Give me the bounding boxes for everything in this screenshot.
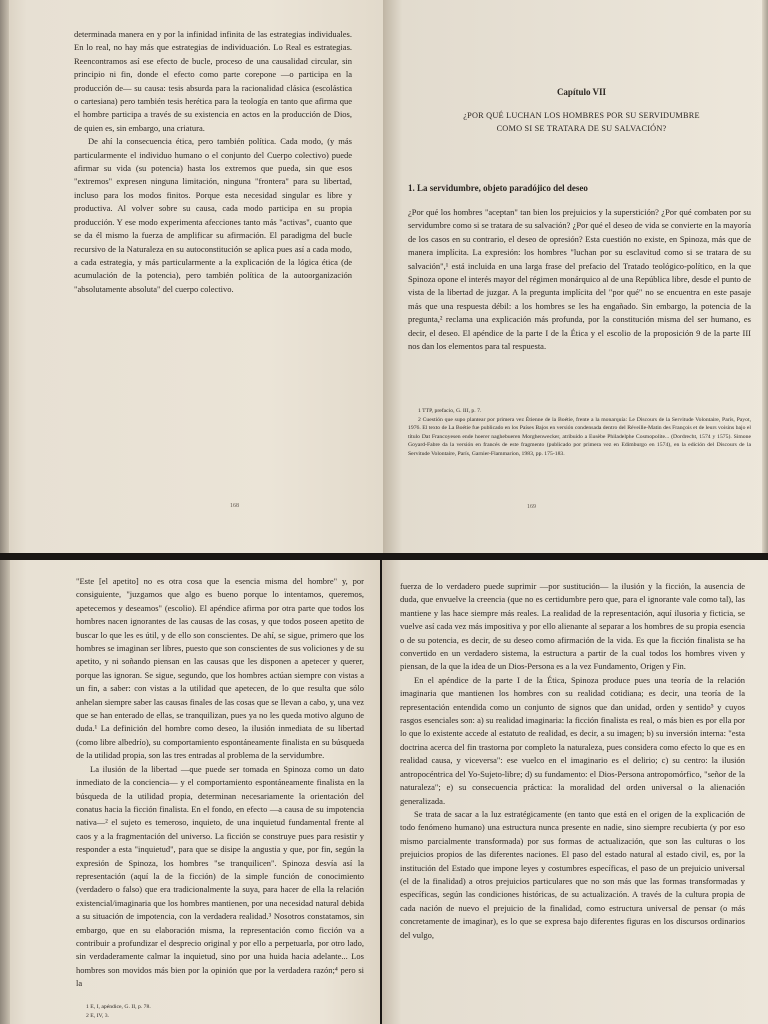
section-number: 1. [408,183,415,193]
book-page-top-left [0,0,383,553]
section-title: La servidumbre, objeto paradójico del deseo [417,183,588,193]
body-text [400,580,745,942]
chapter-title-line: COMO SI SE TRATARA DE SU SALVACIÓN? [496,123,667,133]
body-text [74,28,352,296]
paragraph: Se trata de sacar a la luz estratégicamente (en tanto que está en el origen de la explicación de todo fenómeno humano) una estructura nunca presente en nadie, sino siempre recubierta (y por eso mismo parcialmente transformada) por sus formas de actualización, que son las culturas o los prejuicios propios de las diferentes naciones. El paso del estado natural al estado civil, es, por la institución del Estado que impone leyes y costumbres específicas, el paso de un prejuicio universal (el de la finalidad) a otros prejuicios particulares que no son más que las formas transformadas y específicas, según las condiciones históricas, de su actualización. A través de la cultura propia de cada nación de nuevo el prejuicio de la finalidad, como estructura universal de pensar (o más concretamente de imaginar), es lo que se expresa bajo diferentes figuras en los discursos ordinarios del vulgo, [400,808,745,940]
paragraph: La ilusión de la libertad —que puede ser tomada en Spinoza como un dato inmediato de la conciencia— y el comportamiento espontáneamente finalista en la búsqueda de la utilidad propia, determinan necesariamente la orientación del conatus hacia la ficción finalista. En el fondo, en efecto —a causa de su impotencia nativa—² el sujeto es temeroso, inquieto, de una inquietud fundamental frente al caos y a la fragmentación del universo. La ficción se construye pues para resistir y responder a esta "inquietud", para que se disipe la angustia y que, por fin, según la expresión de Spinoza, los hombres "se tranquilicen". Spinoza desvía así la representación (aquí la de la ficción) de la simple función de conocimiento (verdadero o falso) que era tradicionalmente la suya, para hacer de ella la relación existencial/imaginaria que los hombres mantienen, por una necesidad natural debida a su situación de impotencia, con la verdadera realidad.³ Nosotros constatamos, sin embargo, que en su elaboración misma, la representación como ficción va a contribuir a profundizar el desprecio original y por ello a perpetuarla, por otro lado, sin verdaderamente calmar la inquietud, sino por una huida hacia adelante... Los hombres son movidos más bien por la opinión que por la verdadera razón;⁴ pero si la [76,763,364,989]
footnotes [408,407,751,459]
footnote: 2 Cuestión que supo plantear por primera vez Étienne de la Boétie, frente a la monarquía: Le Discours de la Servitude Volontaire, París, Payot, 1976. El texto de La Boétie fue publicado en los Países Bajos en versión condensada dentro del Réveille-Matin des François et de leurs voisins bajo el título Dat Francoyesen ende hoerer naghebueren Morghenwecker, atribuido a Eusèbe Philadelphe Cosmopolite... (Dordrecht, 1574 y 1575). Simone Goyard-Fabre da la versión en francés de este fragmento (publicado por primera vez en Edimburgo en 1574), en la edición del Discours de la Servitude Volontaire, París, Garnier-Flammarion, 1983, pp. 175-183. [408,416,751,457]
body-text [408,206,751,353]
chapter-label: Capítulo VII [556,87,607,97]
footnote: 2 E, IV, 3. [86,1012,109,1019]
page-number: 168 [230,503,239,509]
page-stack-edge [762,0,768,553]
footnote: 1 E, I, apéndice, G. II, p. 78. [86,1004,151,1010]
paragraph: En el apéndice de la parte I de la Ética, Spinoza produce pues una teoría de la relación imaginaria que mantienen los hombres con su realidad cotidiana; es decir, una teoría de la representación entendida como un conjunto de signos que dan unidad, orden y sentido⁵ y cuyos rasgos esenciales son: a) su realidad imaginaria: la ficción finalista es real, o más bien es por ella por lo que lo existente accede al estatuto de realidad, es decir, a su imagen; b) su inversión interna: "esta doctrina acerca del fin trastorna por completo la naturaleza, pues considera como efecto lo que es en realidad causa, y viceversa": ese vuelco en el imaginario es el delirio; c) su centro: la ilusión antropocéntrica del Yo-Sujeto-libre; d) su fundamento: el Dios-Persona antropomórfico, "señor de la naturaleza"; e) su consecuencia práctica: la moralidad del orden universal o la alienación generalizada. [400,674,745,806]
footnote: 1 TTP, prefacio, G. III, p. 7. [418,408,482,414]
chapter-title [405,110,758,135]
footnotes [76,1003,364,1020]
chapter-title-line: ¿POR QUÉ LUCHAN LOS HOMBRES POR SU SERVIDUMBRE [463,111,700,120]
paragraph: determinada manera en y por la infinidad infinita de las estrategias individuales. En lo real, no hay más que estrategias de individuación. Lo Real es estrategias. Reencontramos así ese efecto de bucle, proceso de una causalidad circular, sin principio ni fin, donde el efecto como parte corepone —o participa en la producción de— su causa: tesis absurda para la racionalidad clásica (escolástica o cartesiana) pero también tesis herética para la teología en tanto que afirma que el hombre participa a través de su existencia en actos en la producción de Dios, de quien es, sin embargo, una criatura. [74,29,352,133]
paragraph: ¿Por qué los hombres "aceptan" tan bien los prejuicios y la superstición? ¿Por qué combaten por su servidumbre como si se tratara de su salvación? ¿Por qué el deseo de vida se convierte en la mayoría de los casos en su contrario, el deseo de opresión? Esta cuestión no existe, en Spinoza, más que de manera implícita. La expresión: los hombres "luchan por su esclavitud como si se tratara de su salvación",¹ está incluida en una larga frase del prefacio del Tratado teológico-político, en la que Spinoza opone el interés mayor del régimen monárquico al de una República libre, desde el punto de vista de la libertad de juzgar. A la pregunta implícita del "por qué" no se encuentra en este pasaje más que una respuesta débil: a los hombres se les ha engañado. Sin embargo, la potencia de la pregunta,² reclama una explicación más profunda, por la constitución misma del ser humano, es decir, el deseo. El apéndice de la parte I de la Ética y el escolio de la proposición 9 de la parte III nos dan los elementos para tal respuesta. [408,207,751,352]
paragraph: fuerza de lo verdadero puede suprimir —por sustitución— la ilusión y la ficción, la ausencia de duda, que envuelve la creencia (que no es certidumbre pero que, para el ignorante vale como tal), las mantiene y las hace siempre más reales. La realidad de la representación, aquí ilusoria y ficticia, se vuelve así cada vez más impositiva y por ello alienante al separar a los hombres de su propia esencia o de su potencia, es decir, de su deseo como afirmación de la vida. Es que la ficción finalista se ha convertido en un verdadero sistema, la estructura a partir de la cual todos los hombres viven y piensan, de la que la idea de un Dios-Persona es a la vez Fundamento, Origen y Fin. [400,581,745,672]
paragraph: "Este [el apetito] no es otra cosa que la esencia misma del hombre" y, por consiguiente, "juzgamos que algo es bueno porque lo intentamos, queremos, apetecemos y deseamos" (escolio). El apéndice afirma por otra parte que todos los hombres nacen ignorantes de las causas de las cosas, y que todos poseen apetito de buscar lo que les es útil, y de ello son conscientes. De ahí, se sigue, primero que los hombres se imaginan ser libres, puesto que son conscientes de sus voliciones y de su apetito, y ni soñando piensan en las causas que les disponen a apetecer y querer, porque las ignoran. Se sigue, segundo, que los hombres actúan siempre con vistas a un fin, a saber: con vistas a la utilidad que apetecen, de lo que resulta que sólo anhelan siempre saber las causas finales de las cosas que se llevan a cabo, y, una vez que se han enterado de ellas, se tranquilizan, pues ya no les queda motivo alguno de duda.¹ La definición del hombre como deseo, la ilusión inmediata de su libertad (como libre albedrío), su comportamiento espontáneamente finalista en su búsqueda de la utilidad propia, son las tres entradas al problema de la servidumbre. [76,576,364,761]
section-heading [408,183,588,193]
paragraph: De ahí la consecuencia ética, pero también política. Cada modo, (y más particularmente el individuo humano o el conjunto del Cuerpo colectivo) puede afirmar su vida (su potencia) hasta los extremos que pueda, sin que esos "extremos" expresen ninguna limitación, ninguna "frontera" para su libertad, incluso para los modos finitos. Porque esta necesidad singular es libre y productiva. Al volver sobre su causa, cada modo participa en su propia producción. Y ese modo experimenta afecciones tanto más "activas", cuanto que se da él mismo la fuerza de amplificar su afirmación. El paradigma del bucle recursivo de la Naturaleza en su autoconstitución se aplica pues así a cada modo, a cada estrategia, y más particularmente a la explicación de la lógica ética (de acumulación de la potencia), pero también política de la autoorganización "absolutamente absoluta" del cuerpo colectivo. [74,136,352,294]
page-stack-edge [0,0,9,553]
book-page-top-right [383,0,768,553]
page-stack-edge [0,560,10,1024]
book-page-bottom-left [0,560,380,1024]
page-number: 169 [527,504,536,510]
book-page-bottom-right [382,560,768,1024]
body-text [76,575,364,991]
